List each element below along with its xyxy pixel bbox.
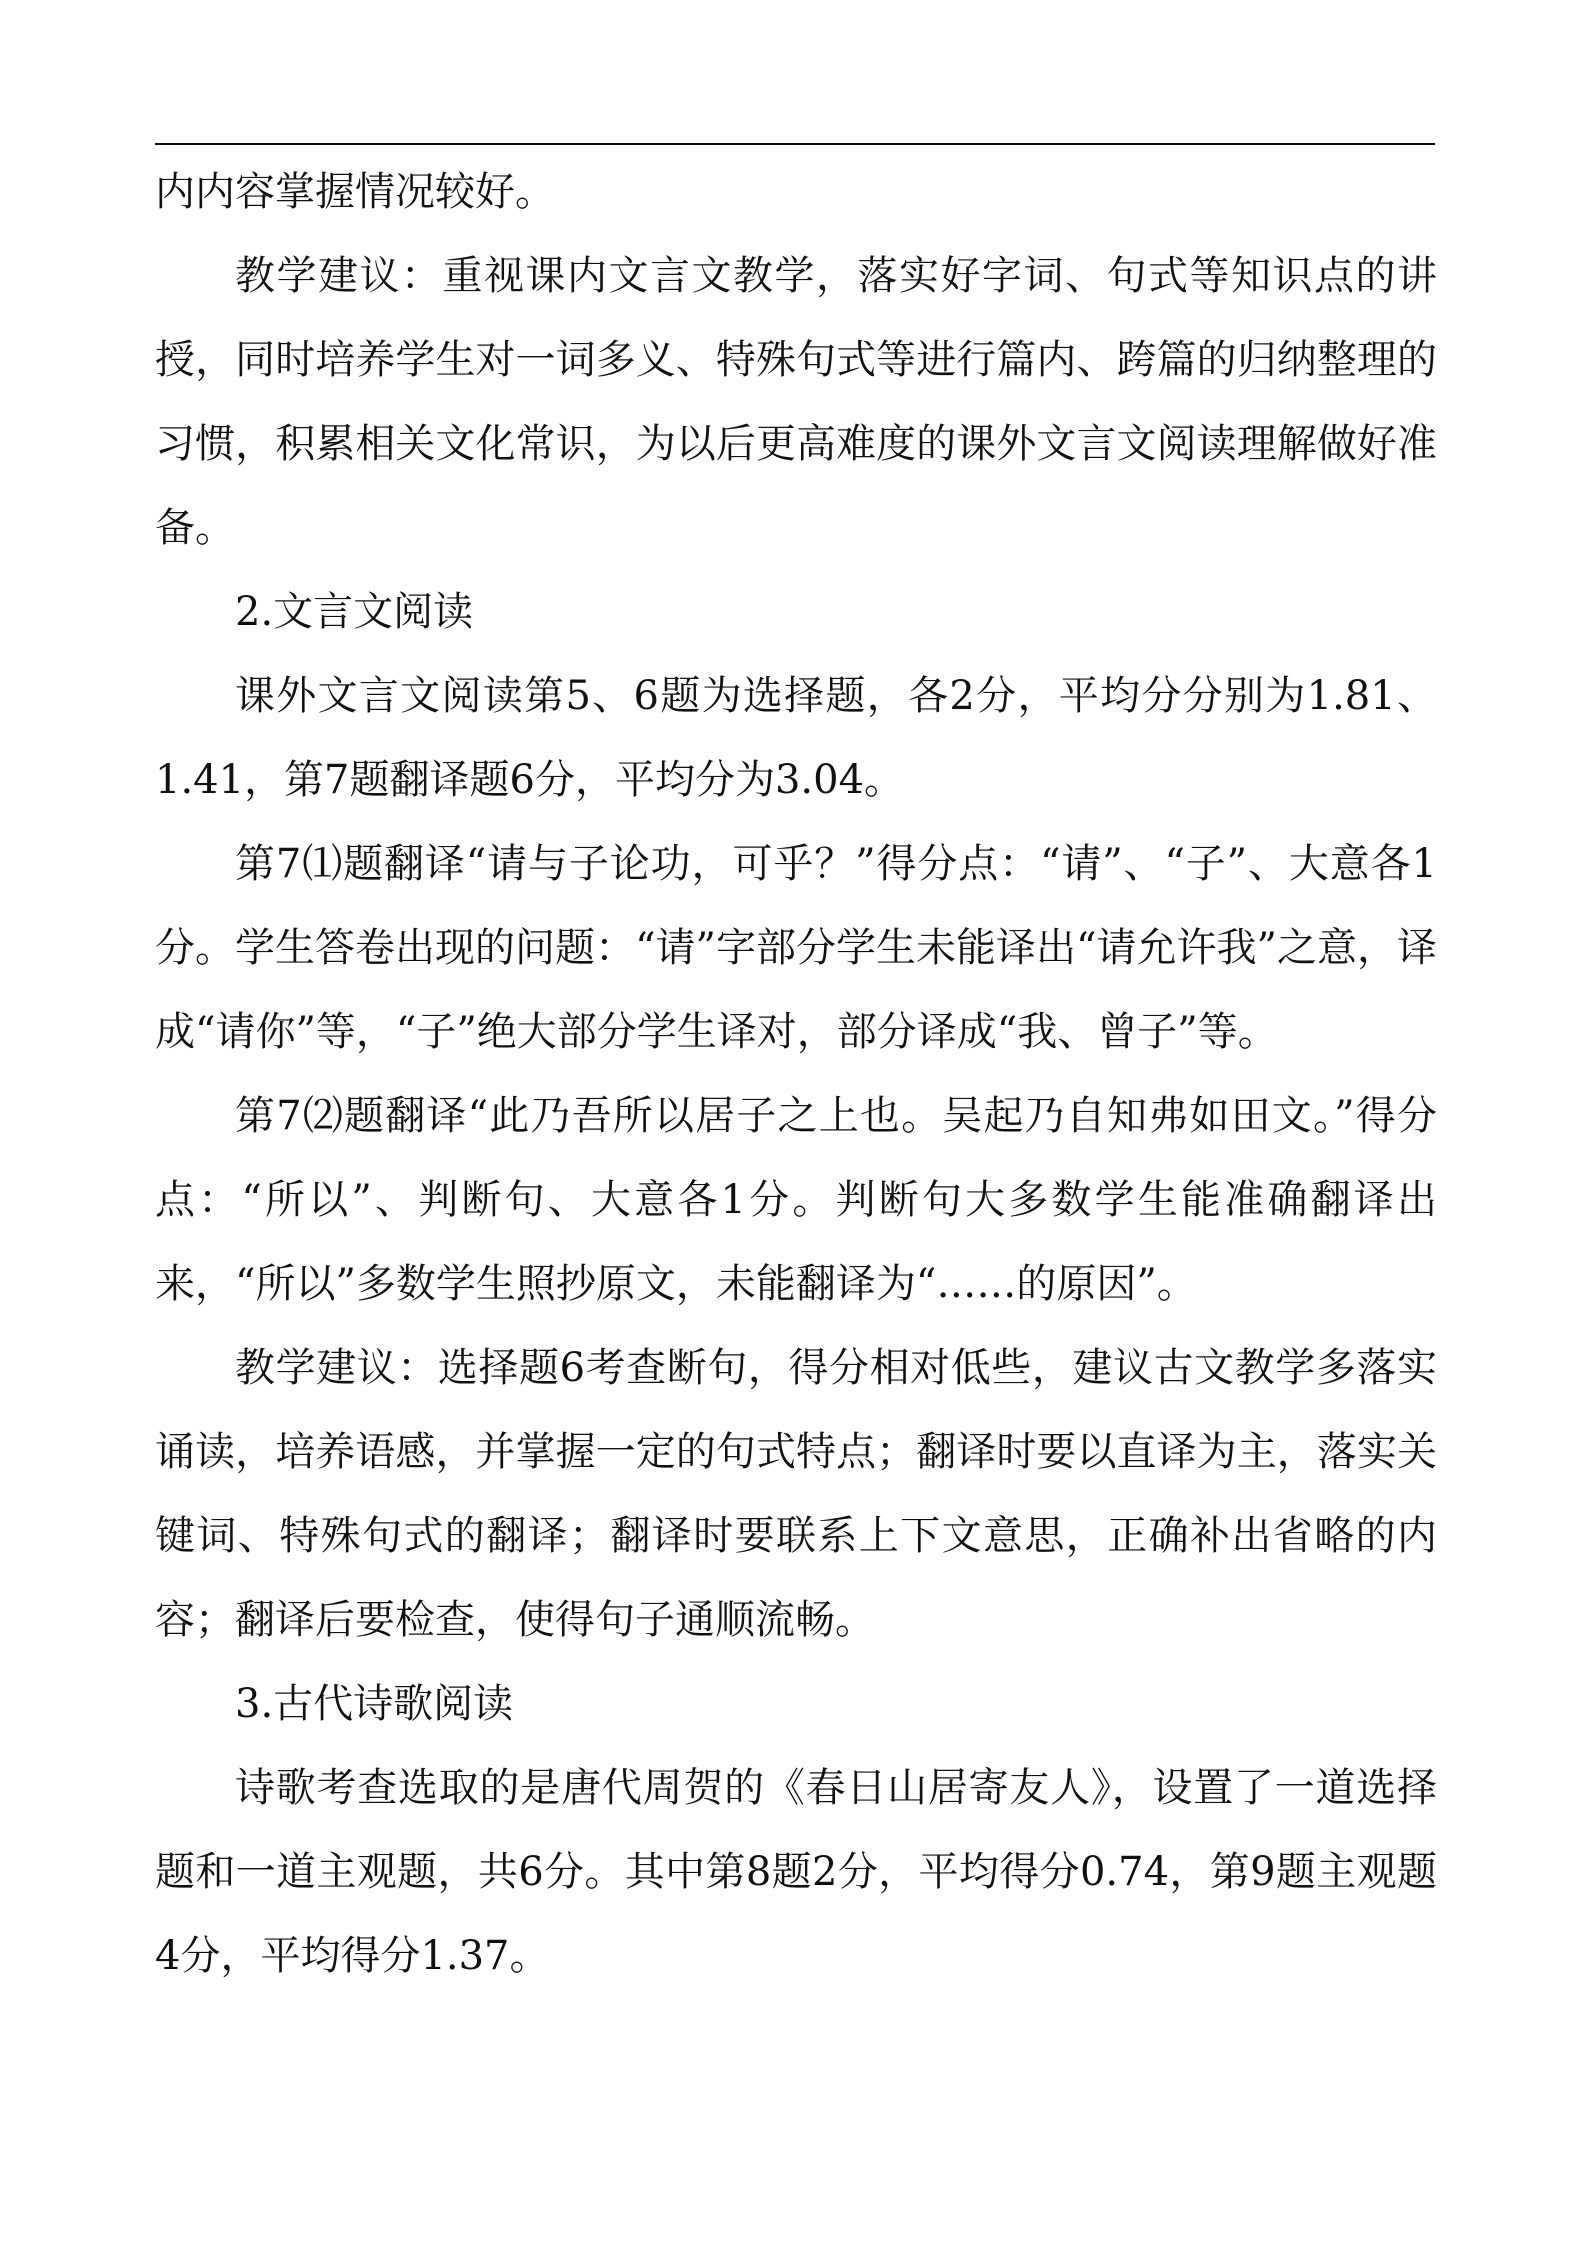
section-heading-ancient-poetry-reading: 3.古代诗歌阅读	[235, 1681, 514, 1727]
section-heading-classical-chinese-reading: 2.文言文阅读	[235, 589, 474, 635]
paragraph-teaching-suggestion-2: 教学建议：选择题6考查断句，得分相对低些，建议古文教学多落实诵读，培养语感，并掌握一定的句式特点；翻译时要以直译为主，落实关键词、特殊句式的翻译；翻译时要联系上下文意思，正确补出省略的内容；翻译后要检查，使得句子通顺流畅。	[155, 1345, 1437, 1643]
paragraph-continuation: 内内容掌握情况较好。	[155, 169, 555, 215]
paragraph-teaching-suggestion-1: 教学建议：重视课内文言文教学，落实好字词、句式等知识点的讲授，同时培养学生对一词多义、特殊句式等进行篇内、跨篇的归纳整理的习惯，积累相关文化常识，为以后更高难度的课外文言文阅读理解做好准备。	[155, 253, 1437, 551]
paragraph-question-7-1: 第7⑴题翻译“请与子论功，可乎？”得分点：“请”、“子”、大意各1分。学生答卷出现的问题：“请”字部分学生未能译出“请允许我”之意，译成“请你”等，“子”绝大部分学生译对，部分译成“我、曾子”等。	[155, 841, 1437, 1055]
document-body	[155, 150, 1437, 1998]
paragraph-poetry-summary: 诗歌考查选取的是唐代周贺的《春日山居寄友人》，设置了一道选择题和一道主观题，共6分。其中第8题2分，平均得分0.74，第9题主观题4分，平均得分1.37。	[155, 1765, 1437, 1979]
paragraph-scores-summary: 课外文言文阅读第5、6题为选择题，各2分，平均分分别为1.81、1.41，第7题翻译题6分，平均分为3.04。	[155, 673, 1437, 803]
paragraph-question-7-2: 第7⑵题翻译“此乃吾所以居子之上也。吴起乃自知弗如田文。”得分点：“所以”、判断句、大意各1分。判断句大多数学生能准确翻译出来，“所以”多数学生照抄原文，未能翻译为“……的原因”。	[155, 1093, 1437, 1307]
header-rule	[155, 143, 1435, 145]
